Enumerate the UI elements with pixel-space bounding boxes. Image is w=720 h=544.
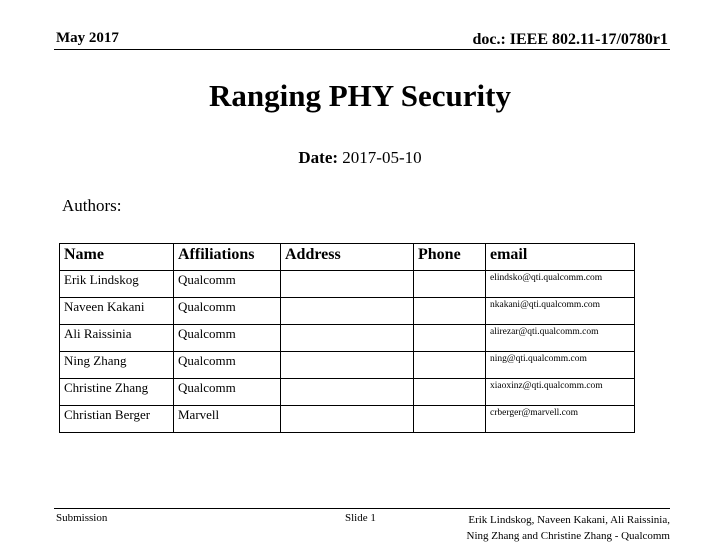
footer-divider: [54, 508, 670, 509]
cell-name: Christian Berger: [60, 406, 174, 433]
footer-submission: Submission: [56, 512, 108, 524]
cell-affiliation: Marvell: [174, 406, 281, 433]
cell-address: [281, 298, 414, 325]
cell-address: [281, 379, 414, 406]
table-row: [60, 325, 635, 352]
table-header-row: [60, 244, 635, 271]
date-label: Date:: [298, 148, 339, 167]
cell-name: Ning Zhang: [60, 352, 174, 379]
cell-email: elindsko@qti.qualcomm.com: [486, 271, 635, 298]
cell-affiliation: Qualcomm: [174, 271, 281, 298]
table-row: [60, 298, 635, 325]
header-divider: [54, 49, 670, 50]
footer-slide-number: Slide 1: [345, 512, 376, 524]
slide-title: Ranging PHY Security: [209, 78, 511, 113]
cell-phone: [414, 325, 486, 352]
cell-email: ning@qti.qualcomm.com: [486, 352, 635, 379]
footer-authors-line-1: Erik Lindskog, Naveen Kakani, Ali Raissinia,: [468, 514, 670, 526]
header-doc-id: doc.: IEEE 802.11-17/0780r1: [472, 31, 668, 48]
cell-email: alirezar@qti.qualcomm.com: [486, 325, 635, 352]
cell-address: [281, 271, 414, 298]
col-header-email: email: [486, 244, 635, 271]
cell-name: Naveen Kakani: [60, 298, 174, 325]
authors-label: Authors:: [62, 196, 122, 215]
cell-affiliation: Qualcomm: [174, 379, 281, 406]
col-header-name: Name: [60, 244, 174, 271]
date-value: 2017-05-10: [342, 148, 422, 167]
cell-phone: [414, 379, 486, 406]
cell-phone: [414, 298, 486, 325]
date-line: [0, 148, 720, 168]
cell-phone: [414, 406, 486, 433]
cell-affiliation: Qualcomm: [174, 352, 281, 379]
cell-email: crberger@marvell.com: [486, 406, 635, 433]
cell-email: xiaoxinz@qti.qualcomm.com: [486, 379, 635, 406]
authors-table: [59, 243, 635, 433]
table-row: [60, 379, 635, 406]
cell-phone: [414, 352, 486, 379]
cell-email: nkakani@qti.qualcomm.com: [486, 298, 635, 325]
header-date: May 2017: [56, 30, 119, 46]
cell-address: [281, 325, 414, 352]
cell-name: Christine Zhang: [60, 379, 174, 406]
table-row: [60, 352, 635, 379]
cell-address: [281, 406, 414, 433]
footer-authors-line-2: Ning Zhang and Christine Zhang - Qualcomm: [466, 530, 670, 542]
table-row: [60, 406, 635, 433]
col-header-affiliations: Affiliations: [174, 244, 281, 271]
table-row: [60, 271, 635, 298]
col-header-phone: Phone: [414, 244, 486, 271]
cell-affiliation: Qualcomm: [174, 325, 281, 352]
cell-phone: [414, 271, 486, 298]
col-header-address: Address: [281, 244, 414, 271]
cell-affiliation: Qualcomm: [174, 298, 281, 325]
cell-name: Ali Raissinia: [60, 325, 174, 352]
cell-address: [281, 352, 414, 379]
footer-authors: [400, 512, 670, 544]
cell-name: Erik Lindskog: [60, 271, 174, 298]
